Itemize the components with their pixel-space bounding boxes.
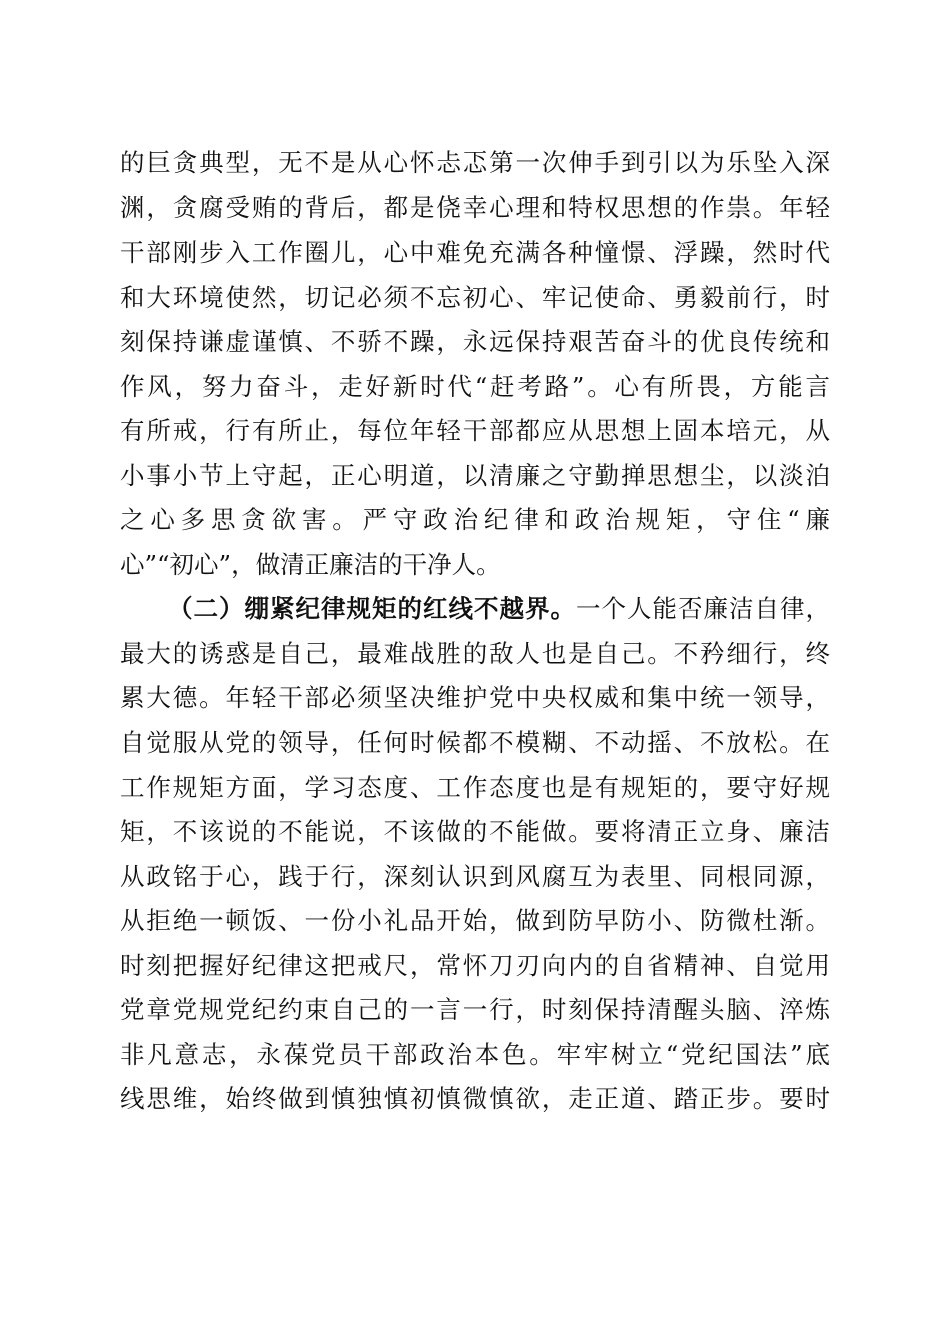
paragraph1-line-3: 干部刚步入工作圈儿，心中难免充满各种憧憬、浮躁，然时代 (120, 238, 830, 267)
paragraph1-line-2: 渊，贪腐受贿的背后，都是侥幸心理和特权思想的作祟。年轻 (120, 193, 830, 222)
paragraph1-line-6: 作风，努力奋斗，走好新时代“赶考路”。心有所畏，方能言 (120, 372, 830, 401)
paragraph2-line-12: 线思维，始终做到慎独慎初慎微慎欲，走正道、踏正步。要时 (120, 1084, 830, 1113)
paragraph2-line-3: 累大德。年轻干部必须坚决维护党中央权威和集中统一领导， (120, 683, 830, 712)
paragraph1-line-4: 和大环境使然，切记必须不忘初心、牢记使命、勇毅前行，时 (120, 283, 830, 312)
section-heading: （二）绷紧纪律规矩的红线不越界。 (168, 594, 576, 623)
paragraph2-line-8: 从拒绝一顿饭、一份小礼品开始，做到防早防小、防微杜渐。 (120, 906, 830, 935)
paragraph1-line-5: 刻保持谦虚谨慎、不骄不躁，永远保持艰苦奋斗的优良传统和 (120, 327, 830, 356)
paragraph2-line-4: 自觉服从党的领导，任何时候都不模糊、不动摇、不放松。在 (120, 728, 830, 757)
paragraph1-line-8: 小事小节上守起，正心明道，以清廉之守勤掸思想尘，以淡泊 (120, 461, 830, 490)
paragraph1-line-10: 心”“初心”，做清正廉洁的干净人。 (120, 550, 501, 579)
paragraph2-line-1-rest: 一个人能否廉洁自律， (576, 594, 830, 623)
paragraph2-line-7: 从政铭于心，践于行，深刻认识到风腐互为表里、同根同源， (120, 862, 830, 891)
paragraph1-line-9: 之心多思贪欲害。严守政治纪律和政治规矩，守住“廉 (120, 505, 830, 534)
paragraph2-line-6: 矩，不该说的不能说，不该做的不能做。要将清正立身、廉洁 (120, 817, 830, 846)
paragraph2-line-2: 最大的诱惑是自己，最难战胜的敌人也是自己。不矜细行，终 (120, 639, 830, 668)
paragraph2-line-11: 非凡意志，永葆党员干部政治本色。牢牢树立“党纪国法”底 (120, 1040, 830, 1069)
paragraph2-line-5: 工作规矩方面，学习态度、工作态度也是有规矩的，要守好规 (120, 773, 830, 802)
paragraph2-line-10: 党章党规党纪约束自己的一言一行，时刻保持清醒头脑、淬炼 (120, 995, 830, 1024)
paragraph1-line-1: 的巨贪典型，无不是从心怀忐忑第一次伸手到引以为乐坠入深 (120, 148, 830, 177)
paragraph2-line-9: 时刻把握好纪律这把戒尺，常怀刀刃向内的自省精神、自觉用 (120, 951, 830, 980)
paragraph1-line-7: 有所戒，行有所止，每位年轻干部都应从思想上固本培元，从 (120, 416, 830, 445)
paragraph2-line-1 (168, 592, 830, 626)
